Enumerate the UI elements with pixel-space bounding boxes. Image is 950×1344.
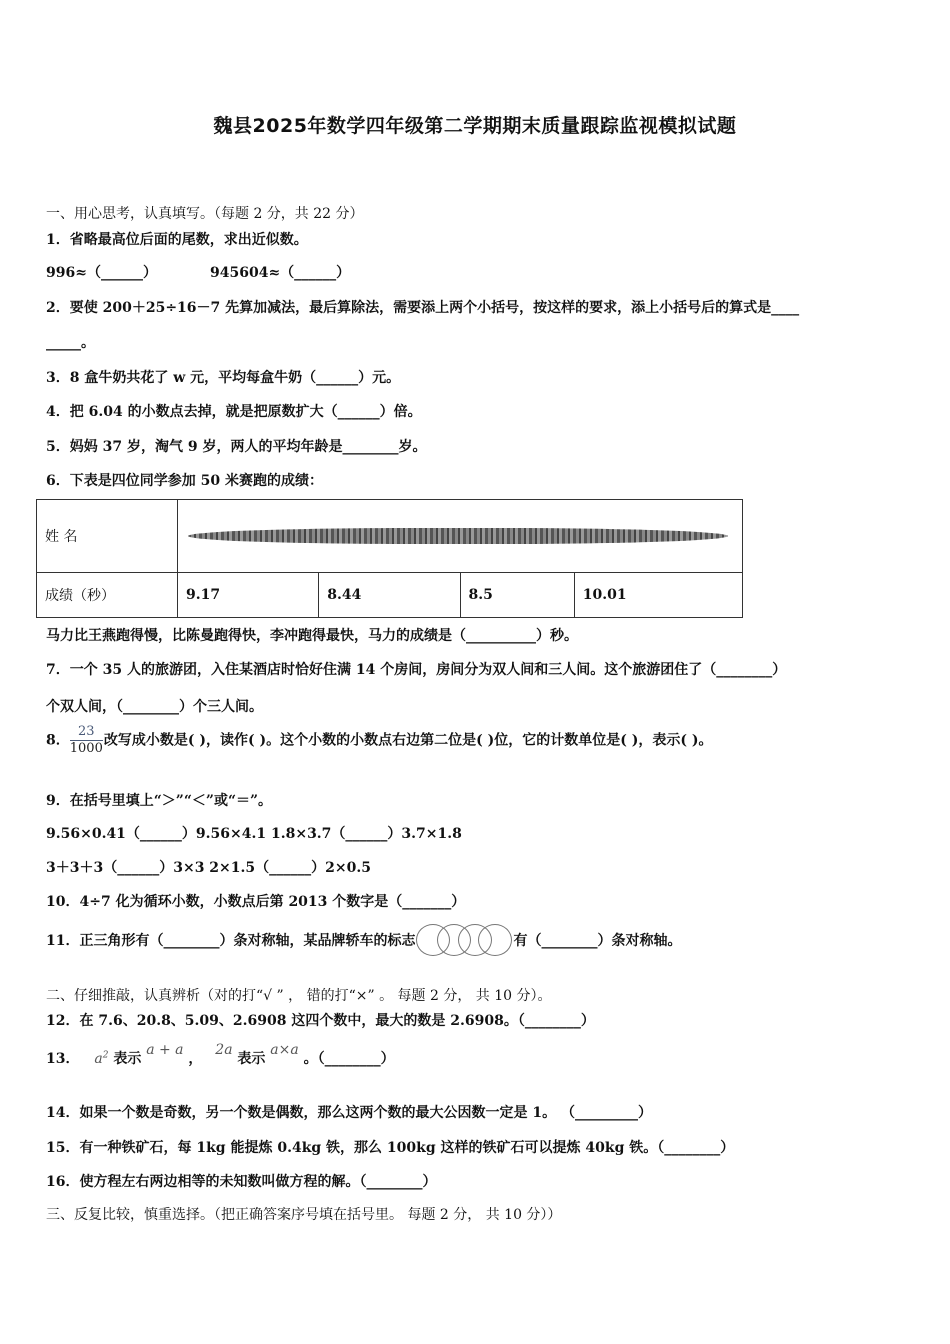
- question-1a: 996≈（______）: [46, 265, 157, 281]
- question-7-line2: 个双人间，（________）个三人间。: [46, 699, 263, 715]
- question-6-followup: 马力比王燕跑得慢，比陈曼跑得快，李冲跑得最快，马力的成绩是（__________）秒。: [46, 628, 578, 644]
- question-16: 16．使方程左右两边相等的未知数叫做方程的解。（________）: [46, 1174, 437, 1190]
- question-8-prefix: 8．: [46, 732, 70, 749]
- score-cell: 8.5: [460, 573, 574, 618]
- question-13: [46, 1042, 395, 1068]
- question-9-row1: 9.56×0.41（______）9.56×4.1 1.8×3.7（______）3.7×1.8: [46, 826, 462, 842]
- question-5: 5．妈妈 37 岁，淘气 9 岁，两人的平均年龄是________岁。: [46, 439, 427, 455]
- fraction-numerator: 23: [78, 724, 95, 739]
- question-13-t2: ，: [188, 1051, 203, 1067]
- question-4: 4．把 6.04 的小数点去掉，就是把原数扩大（______）倍。: [46, 404, 422, 420]
- question-1b: 945604≈（______）: [210, 265, 351, 281]
- question-13-t4: 。（________）: [303, 1051, 395, 1067]
- question-11-text-b: 有（________）条对称轴。: [513, 933, 682, 949]
- question-13-t3: 表示: [237, 1051, 266, 1067]
- score-cell: 9.17: [178, 573, 319, 618]
- score-cell: 8.44: [319, 573, 460, 618]
- race-score-table: [36, 499, 743, 618]
- question-9: 9．在括号里填上“＞”“＜”或“＝”。: [46, 793, 273, 809]
- smudged-names-image: [188, 528, 728, 544]
- math-a-plus-a: a + a: [146, 1042, 184, 1058]
- question-13-prefix: 13．: [46, 1051, 80, 1067]
- question-12: 12．在 7.6、20.8、5.09、2.6908 这四个数中，最大的数是 2.6908。（________）: [46, 1013, 595, 1029]
- names-obscured: [178, 500, 743, 573]
- score-label: 成绩（秒）: [37, 573, 178, 618]
- math-2a: 2a: [215, 1042, 233, 1058]
- section-3-heading: 三、反复比较，慎重选择。（把正确答案序号填在括号里。 每题 2 分， 共 10 分））: [46, 1207, 562, 1223]
- question-1: 1．省略最高位后面的尾数，求出近似数。: [46, 232, 308, 248]
- name-row: [37, 500, 743, 573]
- question-10: 10．4÷7 化为循环小数，小数点后第 2013 个数字是（_______）: [46, 894, 466, 910]
- question-8-text: 改写成小数是( )，读作( )。这个小数的小数点右边第二位是( )位，它的计数单位是( )，表示( )。: [103, 732, 713, 749]
- question-9-row2: 3＋3＋3（______）3×3 2×1.5（______）2×0.5: [46, 860, 371, 876]
- question-8: [46, 724, 712, 757]
- score-row: [37, 573, 743, 618]
- page-title: 魏县2025年数学四年级第二学期期末质量跟踪监视模拟试题: [213, 115, 737, 137]
- math-a-squared: $a^2$: [94, 1050, 109, 1067]
- score-cell: 10.01: [574, 573, 742, 618]
- fraction: [70, 724, 103, 757]
- question-2-line2: _____。: [46, 335, 95, 351]
- question-11-text-a: 11．正三角形有（________）条对称轴，某品牌轿车的标志: [46, 933, 416, 949]
- question-6: 6．下表是四位同学参加 50 米赛跑的成绩：: [46, 473, 323, 489]
- car-logo-rings-icon: [416, 924, 512, 958]
- math-a-times-a: a×a: [270, 1042, 299, 1058]
- section-1-heading: 一、用心思考，认真填写。（每题 2 分，共 22 分）: [46, 206, 364, 222]
- section-2-heading: 二、仔细推敲，认真辨析（对的打“√ ” ， 错的打“×” 。 每题 2 分， 共 10 分）。: [46, 988, 552, 1004]
- question-2-line1: 2．要使 200＋25÷16－7 先算加减法，最后算除法，需要添上两个小括号，按这样的要求，添上小括号后的算式是____: [46, 300, 800, 316]
- name-label: 姓 名: [37, 500, 178, 573]
- question-15: 15．有一种铁矿石，每 1kg 能提炼 0.4kg 铁，那么 100kg 这样的铁矿石可以提炼 40kg 铁。（________）: [46, 1140, 735, 1156]
- question-11: [46, 924, 681, 958]
- question-14: 14．如果一个数是奇数，另一个数是偶数，那么这两个数的最大公因数一定是 1。 （_________）: [46, 1105, 652, 1121]
- fraction-denominator: 1000: [69, 741, 103, 756]
- question-3: 3．8 盒牛奶共花了 w 元，平均每盒牛奶（______）元。: [46, 370, 401, 386]
- question-13-t1: 表示: [113, 1051, 142, 1067]
- question-7-line1: 7．一个 35 人的旅游团，入住某酒店时恰好住满 14 个房间，房间分为双人间和三人间。这个旅游团住了（________）: [46, 662, 787, 678]
